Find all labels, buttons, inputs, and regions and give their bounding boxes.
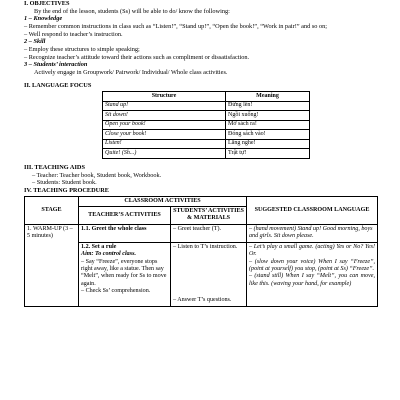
skill-heading: 2 – Skill (24, 38, 46, 46)
structure-cell: Quite! (Sh...) (103, 149, 226, 159)
structure-cell: Sit down! (103, 111, 226, 121)
language-line: – (stand still) When I say “Melt”, you can move, like this. (waving your hand, for example) (249, 273, 375, 287)
students-cell: – Greet teacher (T). (171, 224, 247, 242)
knowledge-item: – Well respond to teacher’s instruction. (24, 30, 123, 38)
table-row (103, 149, 310, 159)
meaning-cell: Ngồi xuống! (226, 111, 310, 121)
students-cell (171, 242, 247, 306)
activity-title: 1.2. Set a rule (81, 243, 117, 250)
interaction-heading: 3 – Students’ interaction (24, 61, 88, 69)
column-header-classroom: CLASSROOM ACTIVITIES (79, 196, 247, 206)
meaning-cell: Đứng lên! (226, 101, 310, 111)
table-row (103, 101, 310, 111)
language-focus-heading: II. LANGUAGE FOCUS (24, 81, 92, 89)
objectives-intro: By the end of the lesson, students (Ss) will be able to do/ know the following: (34, 7, 230, 15)
activity-aim: Aim: To control class. (81, 251, 136, 258)
students-step: – Listen to T’s instruction. (173, 243, 238, 250)
column-header-stage: STAGE (25, 196, 79, 224)
structure-cell: Close your book! (103, 130, 226, 140)
column-header-language: SUGGESTED CLASSROOM LANGUAGE (247, 196, 378, 224)
structure-cell: Listen! (103, 139, 226, 149)
skill-item: – Employ these structures to simple speaking; (24, 46, 140, 54)
meaning-cell: Trật tự! (226, 149, 310, 159)
objectives-heading: I. OBJECTIVES (24, 0, 70, 7)
column-header-students: STUDENTS’ ACTIVITIES & MATERIALS (171, 207, 247, 225)
procedure-heading: IV. TEACHING PROCEDURE (24, 186, 109, 194)
skill-item: – Recognize teacher’s attitude toward their actions such as compliment or dissatisfaction. (24, 53, 250, 61)
table-row (103, 111, 310, 121)
table-header-row (25, 196, 378, 206)
teaching-aids-item: – Teacher: Teacher book, Student book, Workbook. (32, 171, 162, 179)
teacher-cell (79, 242, 171, 306)
meaning-cell: Đóng sách vào! (226, 130, 310, 140)
language-cell (247, 242, 378, 306)
teaching-aids-heading: III. TEACHING AIDS (24, 163, 85, 171)
interaction-item: Actively engage in Groupwork/ Pairwork/ Individual/ Whole class activities. (34, 69, 228, 77)
column-header-teacher: TEACHER’S ACTIVITIES (79, 207, 171, 225)
activity-step: – Check Ss’ comprehension. (81, 288, 151, 295)
structure-cell: Stand up! (103, 101, 226, 111)
language-cell: – (hand movement) Stand up! Good morning, boys and girls. Sit down please. (247, 224, 378, 242)
activity-step: – Say “Freeze”, everyone stops right away, like a statue. Then say “Melt”, when ready for Ss to move again. (81, 258, 167, 287)
language-line: – (slow down your voice) When I say “Freeze”, (point at yourself) you stop, (point at Ss) “Freeze”. (249, 258, 375, 272)
structure-cell: Open your book! (103, 120, 226, 130)
table-row (103, 130, 310, 140)
table-row (103, 139, 310, 149)
teaching-aids-item: – Students: Student book. (32, 179, 97, 187)
column-header: Meaning (226, 92, 310, 102)
teacher-cell: 1.1. Greet the whole class (79, 224, 171, 242)
column-header: Structure (103, 92, 226, 102)
meaning-cell: Lắng nghe! (226, 139, 310, 149)
table-header-row (103, 92, 310, 102)
language-focus-table (102, 91, 310, 159)
procedure-table (24, 196, 378, 307)
table-row (25, 224, 378, 242)
language-line: – Let’s play a small game. (acting) Yes or No? Yes! Or. (249, 243, 375, 258)
knowledge-heading: 1 – Knowledge (24, 15, 63, 23)
knowledge-item: – Remember common instructions in class such as “Listen!”, “Stand up!”, “Open the book!”, “Work in pair!” and so on; (24, 23, 328, 31)
table-row (103, 120, 310, 130)
students-step: – Answer T’s questions. (173, 297, 232, 304)
meaning-cell: Mở sách ra! (226, 120, 310, 130)
stage-cell: 1. WARM-UP (3 – 5 minutes) (25, 224, 79, 306)
